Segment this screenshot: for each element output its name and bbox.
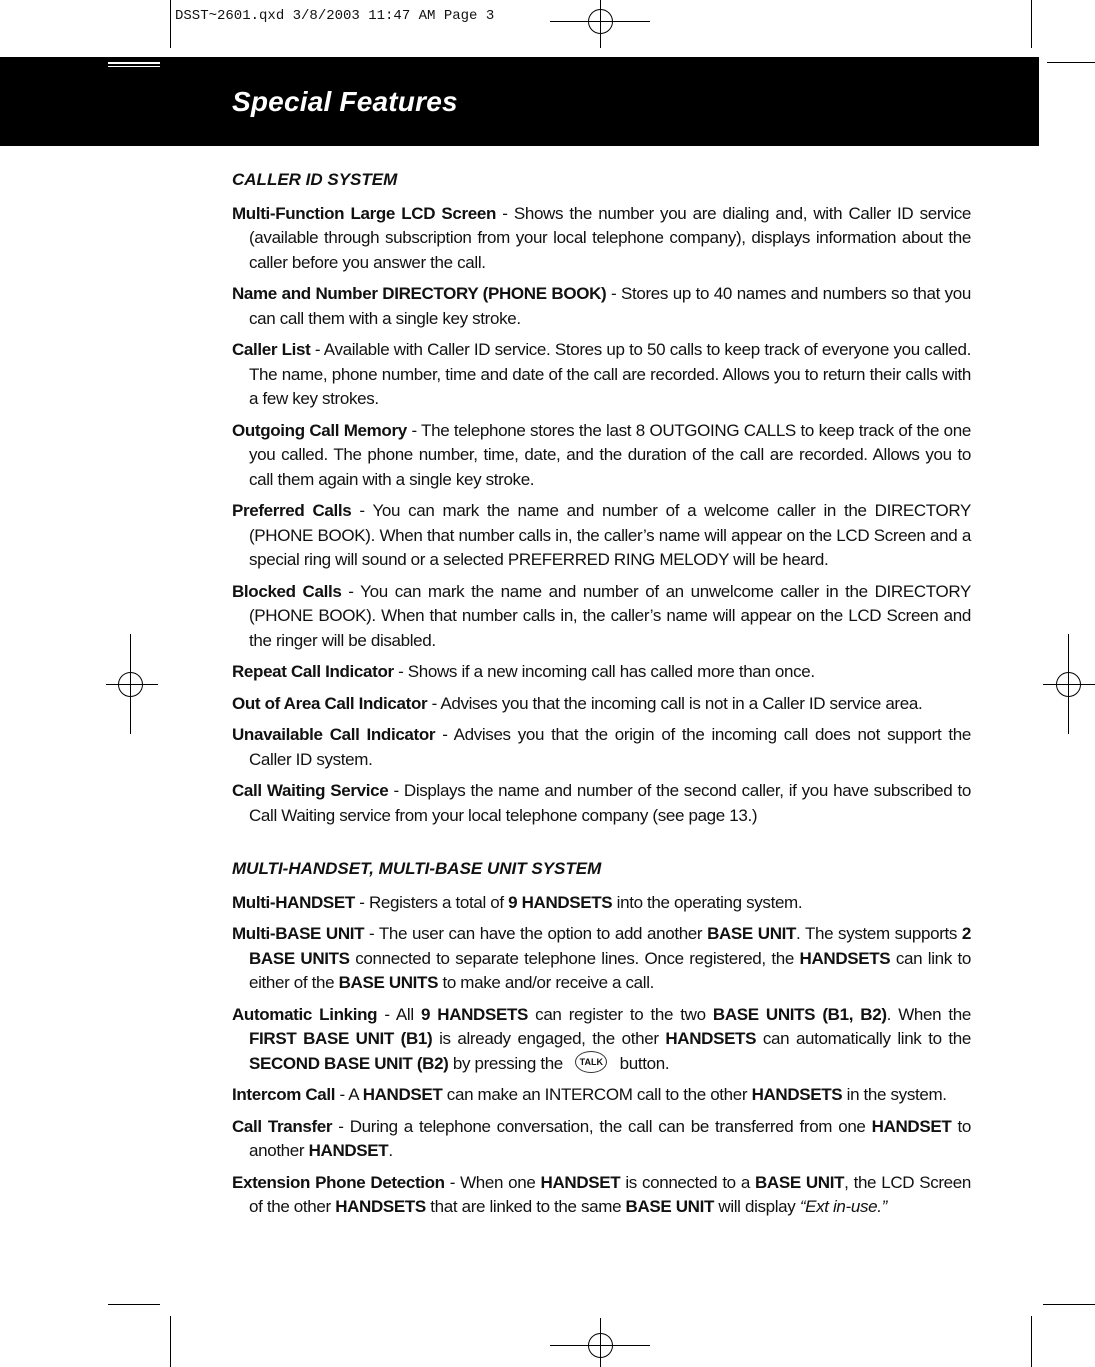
talk-button-icon: TALK: [575, 1051, 607, 1073]
header-band: [0, 57, 1039, 146]
print-slug: DSST~2601.qxd 3/8/2003 11:47 AM Page 3: [175, 8, 495, 24]
main-content: [232, 168, 971, 1227]
feature-multi-base-unit: Multi-BASE UNIT - The user can have the option to add another BASE UNIT. The system supports 2 BASE UNITS connected to separate telephone lines. Once registered, the HANDSETS can link to either of the BASE UNITS to make and/or receive a call.: [232, 924, 971, 992]
feature-repeat-call: Repeat Call Indicator - Shows if a new incoming call has called more than once.: [232, 662, 815, 681]
section-title-caller-id: CALLER ID SYSTEM: [232, 170, 398, 189]
page-title: Special Features: [232, 86, 458, 117]
header-rule: [108, 62, 160, 64]
feature-blocked-calls: Blocked Calls - You can mark the name and number of an unwelcome caller in the DIRECTORY (PHONE BOOK). When that number calls in, the caller’s name will appear on the LCD Screen and the ringer will be disabled.: [232, 581, 971, 650]
feature-outgoing-call-memory: Outgoing Call Memory - The telephone stores the last 8 OUTGOING CALLS to keep track of the one you called. The phone number, time, date, and the duration of the call are recorded. Allows you to call them again with a single key stroke.: [232, 420, 971, 489]
feature-extension-detection: Extension Phone Detection - When one HANDSET is connected to a BASE UNIT, the LCD Screen of the other HANDSETS that are linked to the same BASE UNIT will display “Ext in-use.”: [232, 1172, 971, 1216]
feature-multi-handset: Multi-HANDSET - Registers a total of 9 HANDSETS into the operating system.: [232, 892, 803, 912]
feature-call-waiting: Call Waiting Service - Displays the name and number of the second caller, if you have subscribed to Call Waiting service from your local telephone company (see page 13.): [232, 781, 971, 825]
feature-intercom-call: Intercom Call - A HANDSET can make an INTERCOM call to the other HANDSETS in the system.: [232, 1085, 947, 1104]
feature-caller-list: Caller List - Available with Caller ID service. Stores up to 50 calls to keep track of everyone you called. The name, phone number, time and date of the call are recorded. Allows you to return their calls with a few key strokes.: [232, 340, 971, 408]
header-rule-thin: [108, 66, 160, 67]
feature-directory: Name and Number DIRECTORY (PHONE BOOK) - Stores up to 40 names and numbers so that you can call them with a single key stroke.: [232, 284, 971, 328]
feature-automatic-linking: Automatic Linking - All 9 HANDSETS can register to the two BASE UNITS (B1, B2). When the FIRST BASE UNIT (B1) is already engaged, the other HANDSETS can automatically link to the SECOND BASE UNIT (B2) by pressing the TALK button.: [232, 1004, 972, 1073]
feature-call-transfer: Call Transfer - During a telephone conversation, the call can be transferred from one HANDSET to another HANDSET.: [232, 1116, 971, 1160]
feature-out-of-area: Out of Area Call Indicator - Advises you that the incoming call is not in a Caller ID service area.: [232, 693, 923, 713]
feature-multi-function-lcd: Multi-Function Large LCD Screen - Shows the number you are dialing and, with Caller ID service (available through subscription from your local telephone company), displays information about the caller before you answer the call.: [232, 203, 971, 272]
feature-unavailable-call: Unavailable Call Indicator - Advises you that the origin of the incoming call does not support the Caller ID system.: [232, 725, 971, 769]
section-title-multi-handset: MULTI-HANDSET, MULTI-BASE UNIT SYSTEM: [232, 859, 602, 878]
feature-preferred-calls: Preferred Calls - You can mark the name and number of a welcome caller in the DIRECTORY (PHONE BOOK). When that number calls in, the caller’s name will appear on the LCD Screen and a special ring will sound or a selected PREFERRED RING MELODY will be heard.: [232, 501, 971, 569]
